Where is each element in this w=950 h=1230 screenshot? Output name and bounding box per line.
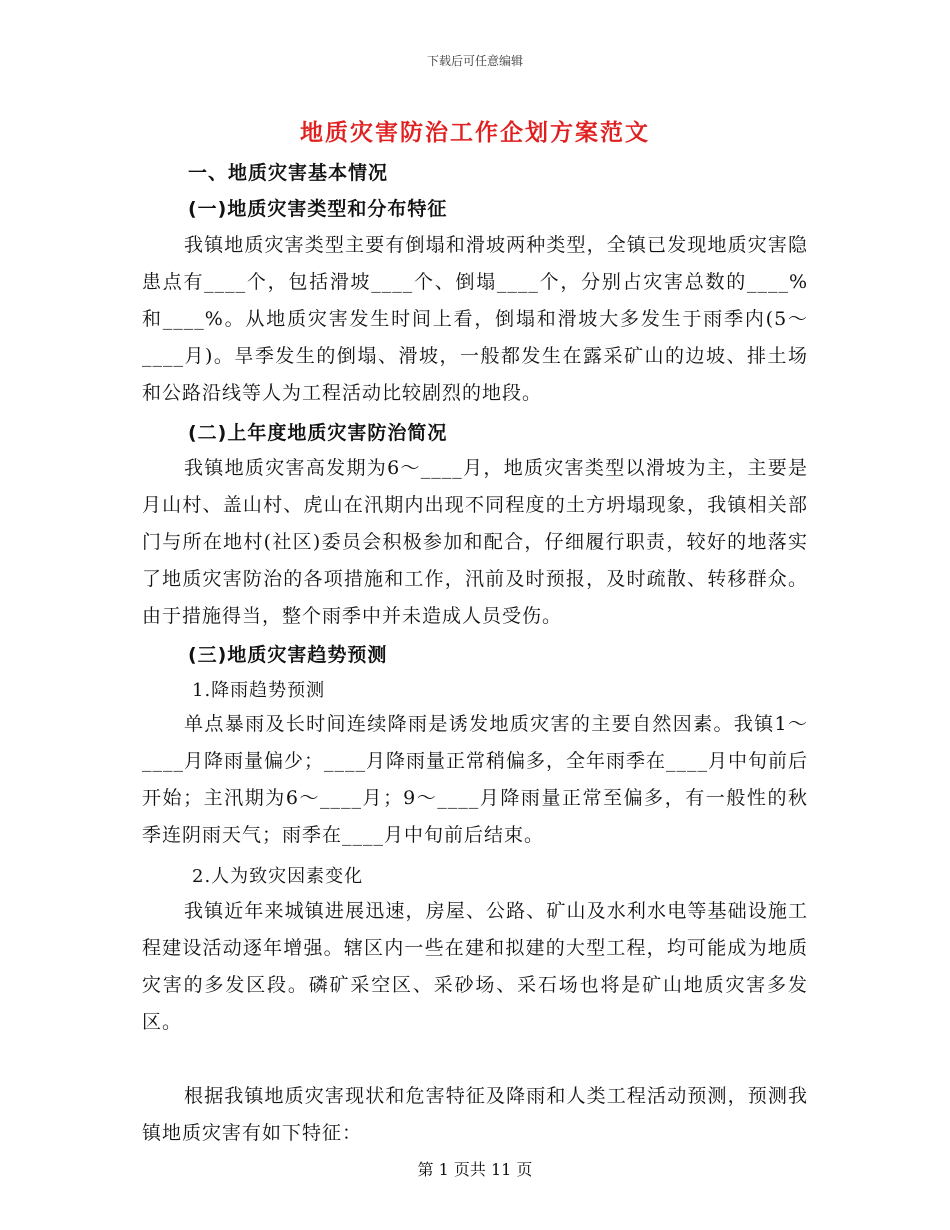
subsection-heading-1: (一)地质灾害类型和分布特征 — [188, 198, 448, 220]
paragraph-1: 我镇地质灾害类型主要有倒塌和滑坡两种类型，全镇已发现地质灾害隐患点有____个，包括滑坡____个、倒塌____个，分别占灾害总数的____%和____%。从地质灾害发生时间上看，倒塌和滑坡大多发生于雨季内(5～____月)。旱季发生的倒塌、滑坡，一般都发生在露采矿山的边坡、排土场和公路沿线等人为工程活动比较剧烈的地段。 — [142, 234, 808, 404]
sub-heading-human-factors: 2.人为致灾因素变化 — [192, 866, 364, 887]
page-number: 第 1 页共 11 页 — [417, 1160, 533, 1179]
subsection-heading-2: (二)上年度地质灾害防治简况 — [188, 422, 448, 444]
section-heading-1: 一、地质灾害基本情况 — [188, 162, 389, 184]
subsection-heading-3: (三)地质灾害趋势预测 — [188, 644, 388, 666]
paragraph-2: 我镇地质灾害高发期为6～____月，地质灾害类型以滑坡为主，主要是月山村、盖山村、虎山在汛期内出现不同程度的土方坍塌现象，我镇相关部门与所在地村(社区)委员会积极参加和配合，仔细履行职责，较好的地落实了地质灾害防治的各项措施和工作，汛前及时预报，及时疏散、转移群众。由于措施得当，整个雨季中并未造成人员受伤。 — [142, 457, 808, 627]
sub-heading-rainfall: 1.降雨趋势预测 — [192, 680, 326, 701]
document-title: 地质灾害防治工作企划方案范文 — [300, 120, 650, 146]
paragraph-4: 我镇近年来城镇进展迅速，房屋、公路、矿山及水利水电等基础设施工程建设活动逐年增强。辖区内一些在建和拟建的大型工程，均可能成为地质灾害的多发区段。磷矿采空区、采砂场、采石场也将是矿山地质灾害多发区。 — [142, 900, 808, 1033]
paragraph-5: 根据我镇地质灾害现状和危害特征及降雨和人类工程活动预测，预测我镇地质灾害有如下特征： — [142, 1085, 808, 1144]
page-header-note: 下载后可任意编辑 — [426, 54, 523, 68]
paragraph-3: 单点暴雨及长时间连续降雨是诱发地质灾害的主要自然因素。我镇1～____月降雨量偏少；____月降雨量正常稍偏多，全年雨季在____月中旬前后开始；主汛期为6～____月；9～____月降雨量正常至偏多，有一般性的秋季连阴雨天气；雨季在____月中旬前后结束。 — [142, 713, 809, 846]
